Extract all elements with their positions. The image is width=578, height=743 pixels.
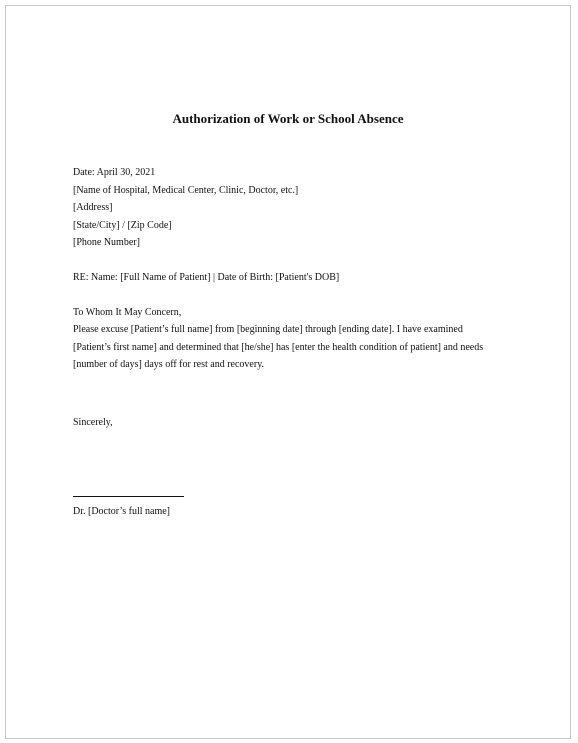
signature-line (73, 496, 184, 497)
salutation: To Whom It May Concern, (73, 307, 182, 318)
state-zip-line: [State/City] / [Zip Code] (73, 220, 172, 231)
address-line: [Address] (73, 202, 113, 213)
body-line-1: Please excuse [Patient’s full name] from [beginning date] through [ending date]. I have examined (73, 324, 463, 335)
closing: Sincerely, (73, 417, 113, 428)
signature-name: Dr. [Doctor’s full name] (73, 506, 171, 517)
date-line: Date: April 30, 2021 (73, 167, 156, 178)
body-line-3: [number of days] days off for rest and recovery. (73, 359, 265, 370)
phone-line: [Phone Number] (73, 237, 140, 248)
facility-name-line: [Name of Hospital, Medical Center, Clinic, Doctor, etc.] (73, 185, 299, 196)
re-line: RE: Name: [Full Name of Patient] | Date of Birth: [Patient's DOB] (73, 272, 340, 283)
document-page (5, 5, 571, 739)
body-line-2: [Patient’s first name] and determined that [he/she] has [enter the health condition of patient] and needs (73, 342, 484, 353)
document-title: Authorization of Work or School Absence (172, 111, 404, 126)
